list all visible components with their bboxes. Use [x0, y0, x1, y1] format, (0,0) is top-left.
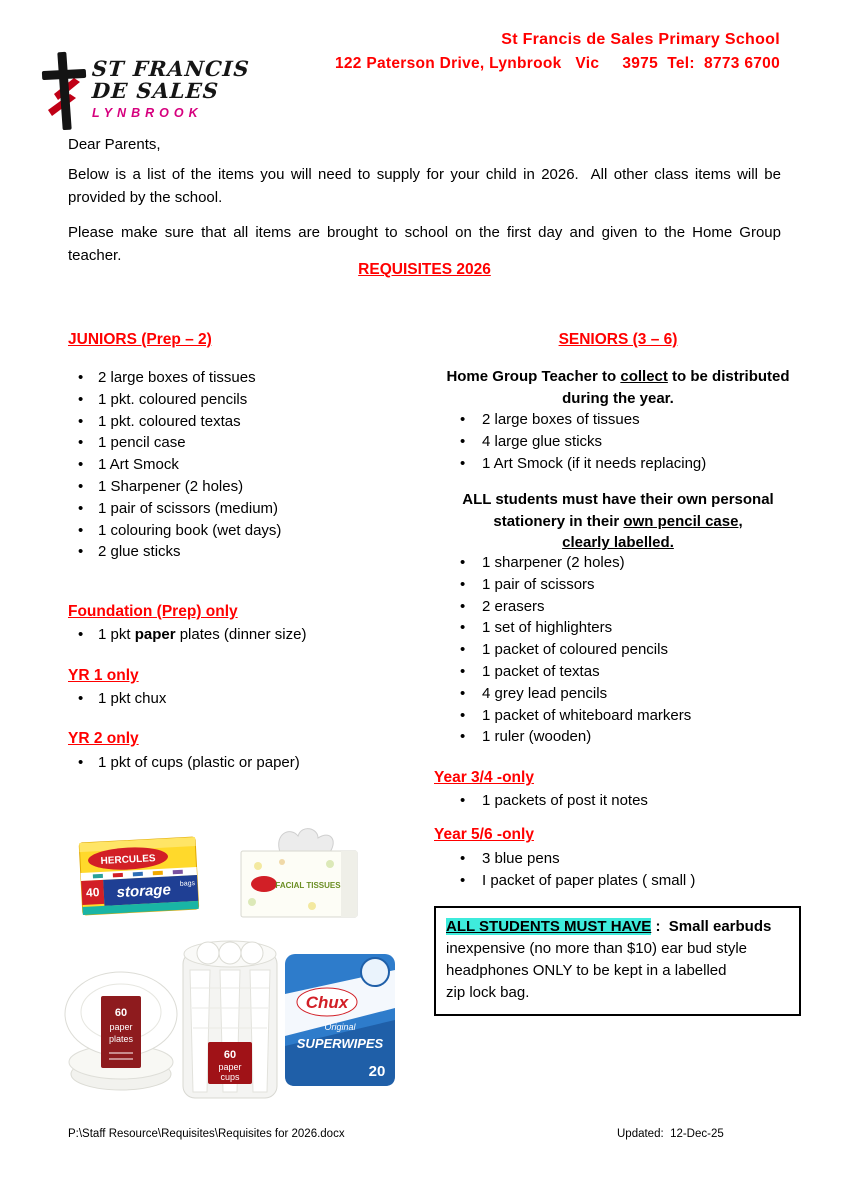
chux-label-text: SUPERWIPES: [296, 1036, 384, 1051]
personal-note-underlined: own pencil case,: [623, 512, 743, 530]
footer-updated-date: Updated: 12-Dec-25: [617, 1128, 724, 1140]
document-title: REQUISITES 2026: [358, 261, 491, 278]
earbuds-requirement-box: [434, 906, 801, 1016]
earbuds-line2: inexpensive (no more than $10) ear bud style: [446, 940, 748, 957]
item-text: • 1 pkt. coloured pencils: [98, 390, 248, 408]
list-item: [68, 752, 300, 774]
list-item: [68, 454, 281, 476]
cups-label-line1: paper: [218, 1062, 242, 1072]
collect-note-line2: during the year.: [562, 389, 674, 407]
personal-note-line2: [434, 511, 802, 533]
item-text: • 1 Art Smock: [98, 456, 179, 474]
item-text-post: plates (dinner size): [175, 626, 307, 643]
yr1-list: [68, 688, 166, 710]
item-text: • 1 packet of textas: [482, 662, 600, 680]
personal-note-pre: stationery in their: [493, 512, 624, 530]
year56-heading: Year 5/6 -only: [434, 826, 534, 843]
hercules-sub-text: bags: [179, 880, 196, 888]
item-text: • 1 Art Smock (if it needs replacing): [482, 454, 707, 472]
item-text: • 1 packets of post it notes: [482, 792, 648, 809]
item-text: • 1 packet of whiteboard markers: [482, 706, 692, 724]
logo-text: [92, 50, 250, 134]
list-item: [460, 617, 691, 639]
list-item: [68, 688, 166, 710]
juniors-heading: JUNIORS (Prep – 2): [68, 331, 212, 348]
list-item: [68, 476, 281, 498]
yr1-heading: YR 1 only: [68, 667, 139, 684]
item-text: • 3 blue pens: [482, 850, 560, 867]
earbuds-after-highlight: : Small earbuds: [651, 918, 772, 935]
item-text: • 2 glue sticks: [98, 543, 181, 561]
item-text: • 1 Sharpener (2 holes): [98, 477, 244, 495]
collect-note-line1: [434, 366, 802, 388]
item-text: • 1 set of highlighters: [482, 619, 613, 637]
list-item: [460, 552, 691, 574]
letterhead: [335, 28, 780, 76]
list-item: [460, 705, 691, 727]
paper-plates-graphic: [62, 950, 180, 1098]
collect-note-post: to be distributed: [667, 368, 790, 385]
cross-icon: [40, 50, 88, 134]
item-text: • I packet of paper plates ( small ): [482, 871, 696, 889]
salutation: Dear Parents,: [68, 136, 161, 153]
juniors-list: [68, 367, 281, 563]
list-item: [68, 367, 281, 389]
list-item: [460, 431, 706, 453]
list-item: [68, 498, 281, 520]
chux-pack-graphic: [283, 950, 397, 1090]
chux-count-text: 20: [368, 1063, 386, 1080]
item-text: • 1 pkt of cups (plastic or paper): [98, 754, 300, 771]
item-text: • 2 erasers: [482, 597, 545, 615]
school-logo: [40, 50, 250, 134]
doc-title-row: [0, 261, 849, 279]
list-item: [460, 409, 706, 431]
hercules-storage-bags-image: [75, 836, 203, 922]
hercules-brand-text: HERCULES: [100, 853, 156, 867]
year56-list: [460, 848, 695, 892]
personal-stationery-note: [434, 489, 802, 554]
item-text-pre: 1 pkt: [98, 626, 135, 643]
item-text: • 1 pkt chux: [98, 690, 167, 707]
hercules-count-text: 40: [85, 885, 100, 900]
collect-note-pre: Home Group Teacher to: [446, 368, 621, 385]
paper-cups-graphic: [178, 936, 282, 1102]
year34-heading: Year 3/4 -only: [434, 769, 534, 786]
item-text: • 2 large boxes of tissues: [98, 369, 256, 386]
tissue-box-image: [238, 822, 360, 926]
hercules-box-graphic: [75, 836, 203, 918]
item-text: • 2 large boxes of tissues: [482, 411, 640, 428]
item-text: • 4 grey lead pencils: [482, 684, 608, 702]
list-item: [460, 683, 691, 705]
yr2-list: [68, 752, 300, 774]
list-item: [460, 870, 695, 892]
item-text: • 1 packet of coloured pencils: [482, 641, 668, 659]
paper-cups-image: [178, 936, 282, 1106]
list-item: [68, 389, 281, 411]
school-address: 122 Paterson Drive, Lynbrook Vic 3975 Tel: 8773 6700: [334, 55, 780, 72]
list-item: [68, 411, 281, 433]
list-item: [460, 574, 691, 596]
earbuds-line1: [446, 916, 789, 938]
footer-file-path: P:\Staff Resource\Requisites\Requisites for 2026.docx: [68, 1128, 345, 1140]
list-item: [68, 624, 306, 646]
logo-text-lynbrook: LYNBROOK: [92, 106, 203, 120]
intro-paragraph-2: Please make sure that all items are brought to school on the first day and given to the Home Group teacher.: [68, 224, 786, 264]
earbuds-highlight: ALL STUDENTS MUST HAVE: [446, 918, 652, 935]
item-text: • 1 pencil case: [98, 434, 186, 452]
collect-note: [434, 366, 802, 409]
item-text: • 1 sharpener (2 holes): [482, 554, 625, 571]
item-text: • 4 large glue sticks: [482, 432, 603, 450]
personal-note-line1: ALL students must have their own personal: [462, 491, 774, 508]
list-item: [460, 639, 691, 661]
plates-label-line1: paper: [109, 1022, 133, 1032]
item-text: [98, 624, 306, 646]
list-item: [460, 848, 695, 870]
list-item: [460, 453, 706, 475]
list-item: [68, 432, 281, 454]
item-text: • 1 pair of scissors: [482, 575, 595, 593]
foundation-list: [68, 624, 306, 646]
item-text: • 1 ruler (wooden): [482, 728, 592, 746]
list-item: [460, 726, 691, 748]
tissues-label-text: FACIAL TISSUES: [275, 881, 341, 890]
tissue-box-graphic: [238, 822, 360, 922]
collect-note-underlined: collect: [620, 368, 668, 385]
seniors-personal-list: [460, 552, 691, 748]
seniors-heading: SENIORS (3 – 6): [558, 331, 678, 348]
plates-count-text: 60: [114, 1007, 128, 1019]
school-name: St Francis de Sales Primary School: [501, 31, 780, 48]
logo-text-line2: DE SALES: [91, 78, 220, 103]
hercules-label-text: storage: [116, 881, 172, 902]
logo-text-line1: ST FRANCIS: [91, 56, 251, 81]
seniors-collect-list: [460, 409, 706, 474]
chux-brand-text: Chux: [305, 993, 349, 1012]
list-item: [460, 790, 648, 812]
plates-label-line2: plates: [108, 1034, 134, 1044]
yr2-heading: YR 2 only: [68, 730, 139, 747]
earbuds-line4: zip lock bag.: [446, 984, 530, 1001]
cups-count-text: 60: [223, 1049, 237, 1061]
paper-plates-image: [62, 950, 180, 1102]
intro-paragraph-1: Below is a list of the items you will need to supply for your child in 2026. All other class items will be provided by the school.: [68, 166, 786, 206]
item-text-bold: paper: [134, 626, 176, 643]
year34-list: [460, 790, 648, 812]
chux-superwipes-image: [283, 950, 397, 1094]
cups-label-line2: cups: [220, 1072, 240, 1082]
chux-sub-text: Original: [324, 1022, 356, 1032]
list-item: [68, 541, 281, 563]
item-text: • 1 pair of scissors (medium): [98, 499, 279, 517]
item-text: • 1 pkt. coloured textas: [98, 412, 241, 430]
list-item: [460, 661, 691, 683]
foundation-heading: Foundation (Prep) only: [68, 603, 238, 620]
item-text: • 1 colouring book (wet days): [98, 521, 282, 539]
personal-note-line3: clearly labelled.: [562, 534, 674, 552]
list-item: [460, 596, 691, 618]
earbuds-line3: headphones ONLY to be kept in a labelled: [446, 962, 727, 979]
list-item: [68, 520, 281, 542]
